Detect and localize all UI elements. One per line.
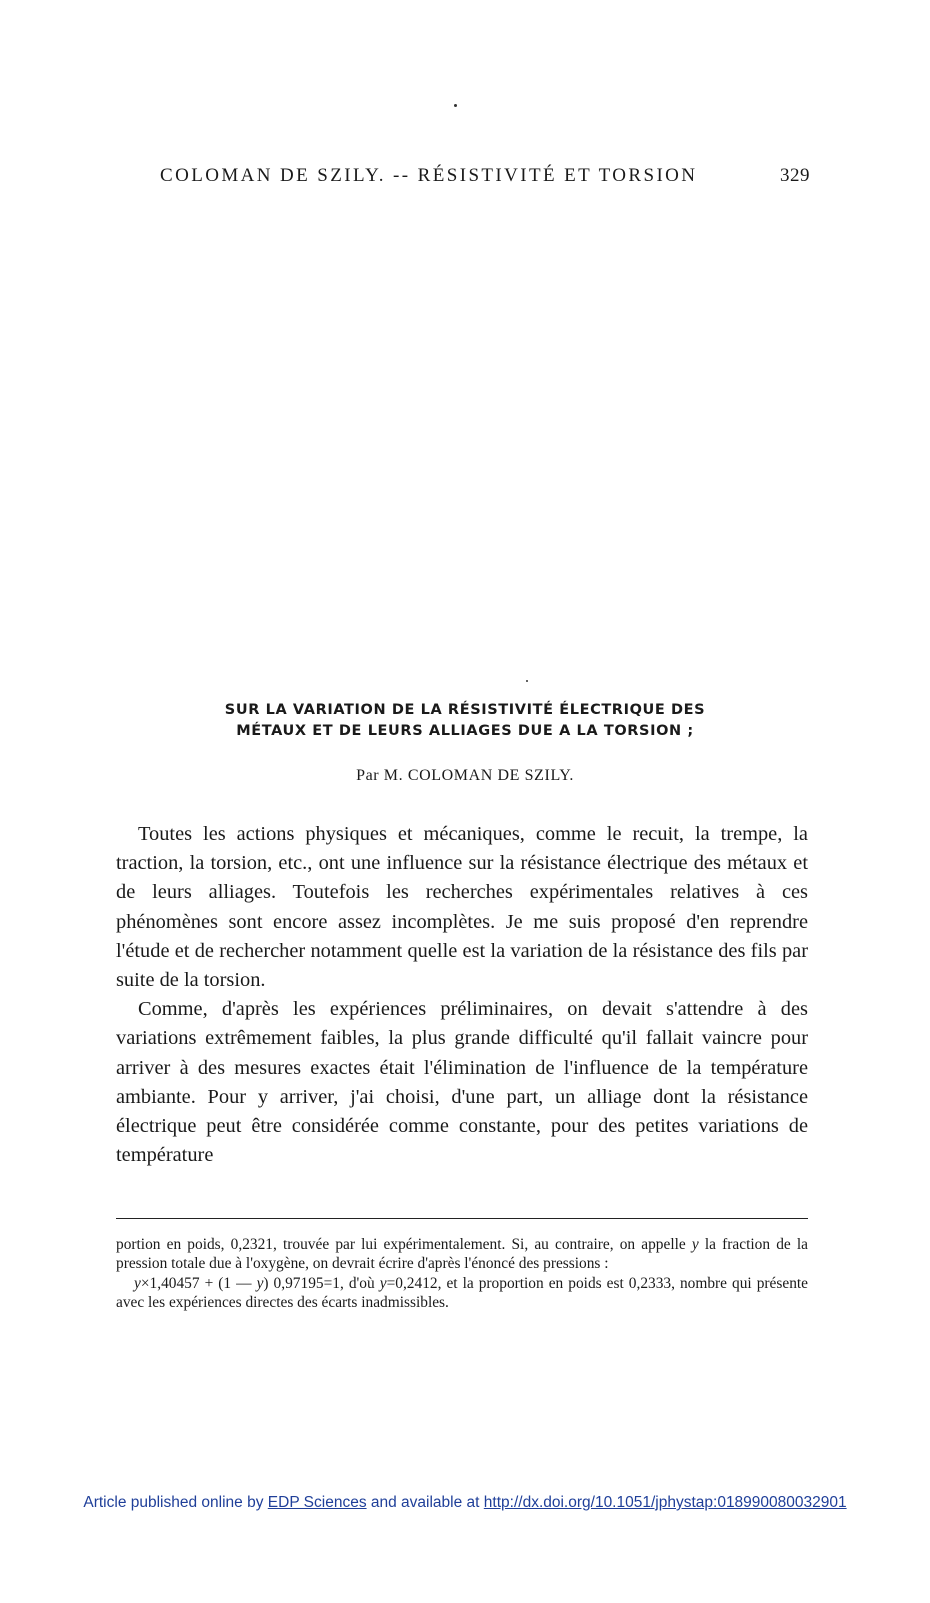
running-head-text: COLOMAN DE SZILY. -- RÉSISTIVITÉ ET TORSION — [160, 165, 698, 186]
formula-text-1: ×1,40457 + (1 — — [140, 1274, 252, 1292]
article-body — [116, 820, 808, 1170]
article-title-line-2: MÉTAUX ET DE LEURS ALLIAGES DUE A LA TORSION ; — [236, 723, 694, 739]
doi-link[interactable]: http://dx.doi.org/10.1051/jphystap:018990080032901 — [483, 1494, 847, 1511]
footnote-paragraph — [116, 1235, 808, 1274]
formula-variable-y: y — [134, 1274, 141, 1292]
footnote — [116, 1235, 808, 1313]
footnote-text-b: la fraction de la pression totale due à l'oxygène, on devrait écrire d'après l'énoncé des pressions : — [116, 1236, 808, 1273]
author-byline: Par M. COLOMAN DE SZILY. — [356, 767, 574, 784]
formula-variable-y: y — [256, 1274, 264, 1292]
scan-speck — [526, 680, 528, 682]
body-paragraph-2: Comme, d'après les expériences préliminaires, on devait s'attendre à des variations extrêmement faibles, la plus grande difficulté qu'il fallait vaincre pour arriver à des mesures exactes était l'élimination de l'influence de la température ambiante. Pour y arriver, j'ai choisi, d'une part, un alliage dont la résistance électrique peut être considérée comme constante, pour des petites variations de température — [116, 998, 808, 1167]
formula-text-2: ) 0,97195=1, d'où — [263, 1274, 375, 1292]
scan-speck — [454, 104, 457, 107]
footnote-formula — [116, 1274, 808, 1313]
edp-sciences-link[interactable]: EDP Sciences — [267, 1494, 367, 1511]
body-paragraph-1: Toutes les actions physiques et mécaniques, comme le recuit, la trempe, la traction, la torsion, etc., ont une influence sur la résistance électrique des métaux et de leurs alliages. Toutefois les recherches expérimentales relatives à ces phénomènes sont encore assez incomplètes. Je me suis proposé d'en reprendre l'étude et de rechercher notamment quelle est la variation de la résistance des fils par suite de la torsion. — [116, 823, 808, 992]
publisher-notice — [0, 1494, 930, 1512]
footnote-variable-y: y — [691, 1236, 699, 1253]
article-title-line-1: SUR LA VARIATION DE LA RÉSISTIVITÉ ÉLECTRIQUE DES — [224, 702, 706, 718]
running-head — [160, 165, 810, 187]
publisher-prefix: Article published online by — [83, 1494, 264, 1511]
page-number: 329 — [780, 165, 810, 186]
article-title — [120, 700, 810, 742]
publisher-middle: and available at — [370, 1494, 480, 1511]
formula-text-3: =0,2412, et la proportion en poids est 0,2333, nombre qui présente avec les expériences directes des écarts inadmissibles. — [116, 1274, 808, 1312]
formula-variable-y: y — [379, 1274, 387, 1292]
footnote-separator — [116, 1218, 808, 1219]
footnote-text-a: portion en poids, 0,2321, trouvée par lui expérimentalement. Si, au contraire, on appelle — [116, 1236, 686, 1253]
